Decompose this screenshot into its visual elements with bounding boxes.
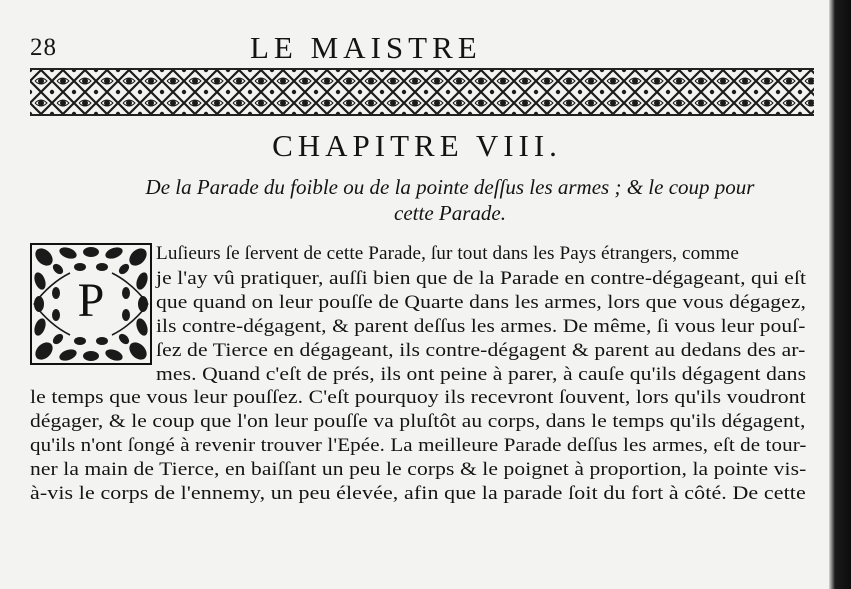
headband-pattern	[30, 70, 814, 114]
body-line: je l'ay vû pratiquer, auſſi bien que de la Parade en contre-dégageant, qui eſt	[156, 268, 807, 289]
decorated-initial	[30, 243, 152, 365]
body-line: dégager, & le coup que l'on leur pouſſe va pluſtôt au corps, dans le temps qu'ils dégagent,	[30, 411, 806, 432]
body-line: qu'ils n'ont ſongé à revenir trouver l'Epée. La meilleure Parade deſſus les armes, eſt de tour-	[30, 435, 807, 456]
running-head: LE MAISTRE	[250, 30, 482, 65]
ornamental-headband	[30, 68, 814, 116]
page-number: 28	[30, 34, 57, 61]
chapter-subtitle-line-2: cette Parade.	[394, 201, 506, 225]
body-line: ils contre-dégagent, & parent deſſus les armes. De même, ſi vous leur pouſ-	[156, 316, 806, 337]
chapter-subtitle	[100, 174, 800, 226]
body-line: ſez de Tierce en dégageant, ils contre-dégagent & parent au dedans des ar-	[156, 340, 806, 361]
body-line: mes. Quand c'eſt de prés, ils ont peine à parer, à cauſe qu'ils dégagent dans	[156, 364, 807, 385]
page-edge-shadow	[829, 0, 851, 589]
body-line: le temps que vous leur pouſſez. C'eſt pourquoy ils recevront ſouvent, lors qu'ils voudront	[30, 387, 806, 408]
chapter-title: CHAPITRE VIII.	[272, 128, 562, 163]
body-line: que quand on leur pouſſe de Quarte dans les armes, lors que vous dégagez,	[156, 292, 807, 313]
dropcap-letter: P	[73, 271, 109, 329]
body-line: Luſieurs ſe ſervent de cette Parade, ſur tout dans les Pays étrangers, comme	[156, 243, 740, 264]
body-line: à-vis le corps de l'ennemy, un peu élevée, afin que la parade ſoit du fort à côté. De cette	[30, 483, 806, 504]
body-line: ner la main de Tierce, en baiſſant un peu le corps & le poignet à proportion, la pointe vis-	[30, 459, 807, 480]
chapter-subtitle-line-1: De la Parade du foible ou de la pointe deſſus les armes ; & le coup pour	[145, 175, 755, 199]
